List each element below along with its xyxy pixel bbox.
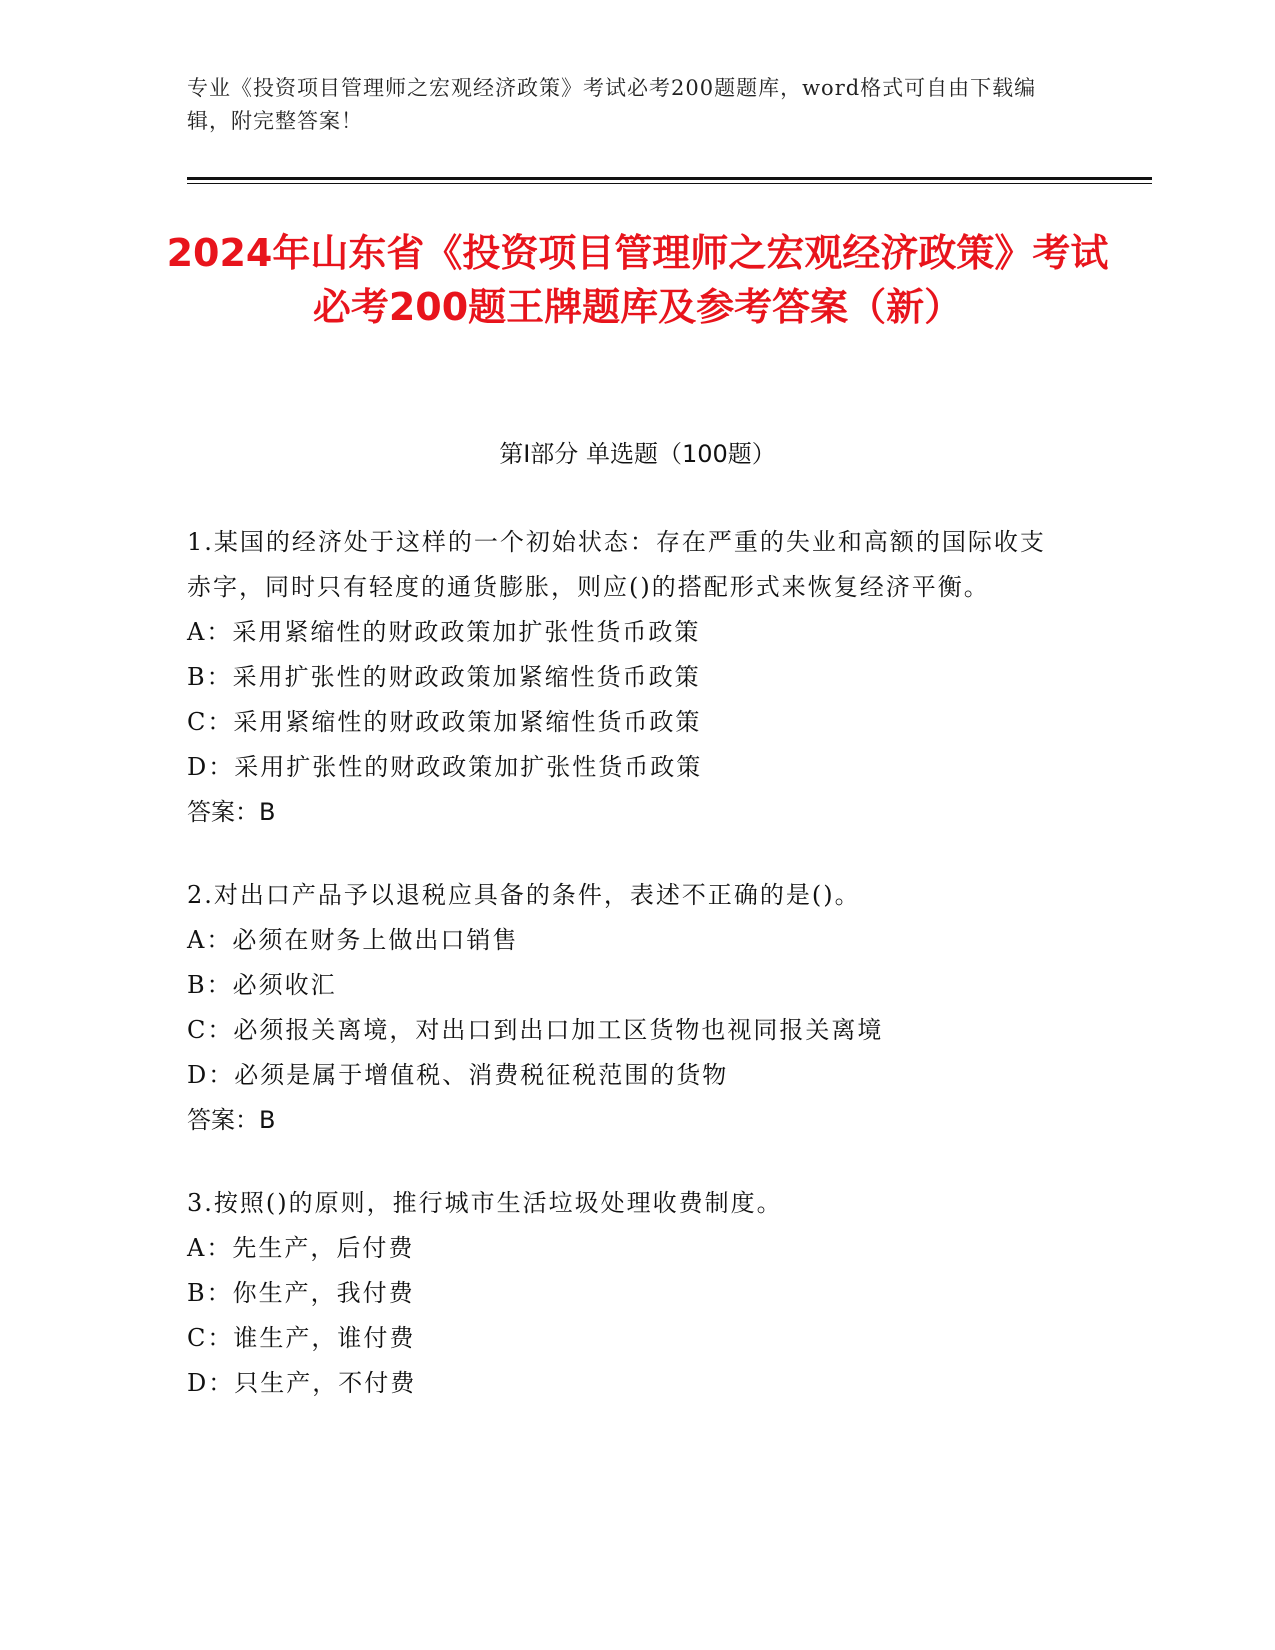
question-list bbox=[187, 520, 1067, 1444]
option-a: A：先生产，后付费 bbox=[187, 1234, 415, 1262]
option-c: C：谁生产，谁付费 bbox=[187, 1324, 416, 1352]
question-3 bbox=[187, 1181, 1067, 1406]
option-d: D：必须是属于增值税、消费税征税范围的货物 bbox=[187, 1061, 729, 1089]
option-b: B：你生产，我付费 bbox=[187, 1279, 415, 1307]
section-heading: 第I部分 单选题（100题） bbox=[499, 440, 776, 468]
answer-line: 答案：B bbox=[187, 1106, 276, 1134]
option-c: C：必须报关离境，对出口到出口加工区货物也视同报关离境 bbox=[187, 1016, 884, 1044]
question-stem: 2.对出口产品予以退税应具备的条件，表述不正确的是()。 bbox=[187, 881, 861, 909]
option-b: B：必须收汇 bbox=[187, 971, 337, 999]
document-title: 2024年山东省《投资项目管理师之宏观经济政策》考试必考200题王牌题库及参考答案（新） bbox=[166, 231, 1109, 329]
question-stem: 3.按照()的原则，推行城市生活垃圾处理收费制度。 bbox=[187, 1189, 783, 1217]
answer-line: 答案：B bbox=[187, 798, 276, 826]
question-1 bbox=[187, 520, 1067, 835]
question-2 bbox=[187, 873, 1067, 1143]
option-a: A：必须在财务上做出口销售 bbox=[187, 926, 519, 954]
header-divider-thin bbox=[187, 183, 1152, 184]
option-c: C：采用紧缩性的财政政策加紧缩性货币政策 bbox=[187, 708, 702, 736]
question-stem: 1.某国的经济处于这样的一个初始状态：存在严重的失业和高额的国际收支赤字，同时只有轻度的通货膨胀，则应()的搭配形式来恢复经济平衡。 bbox=[187, 528, 1046, 601]
header-divider-thick bbox=[187, 177, 1152, 180]
option-d: D：只生产，不付费 bbox=[187, 1369, 417, 1397]
option-d: D：采用扩张性的财政政策加扩张性货币政策 bbox=[187, 753, 703, 781]
option-a: A：采用紧缩性的财政政策加扩张性货币政策 bbox=[187, 618, 701, 646]
header-note: 专业《投资项目管理师之宏观经济政策》考试必考200题题库，word格式可自由下载编辑，附完整答案！ bbox=[187, 76, 1037, 133]
option-b: B：采用扩张性的财政政策加紧缩性货币政策 bbox=[187, 663, 701, 691]
